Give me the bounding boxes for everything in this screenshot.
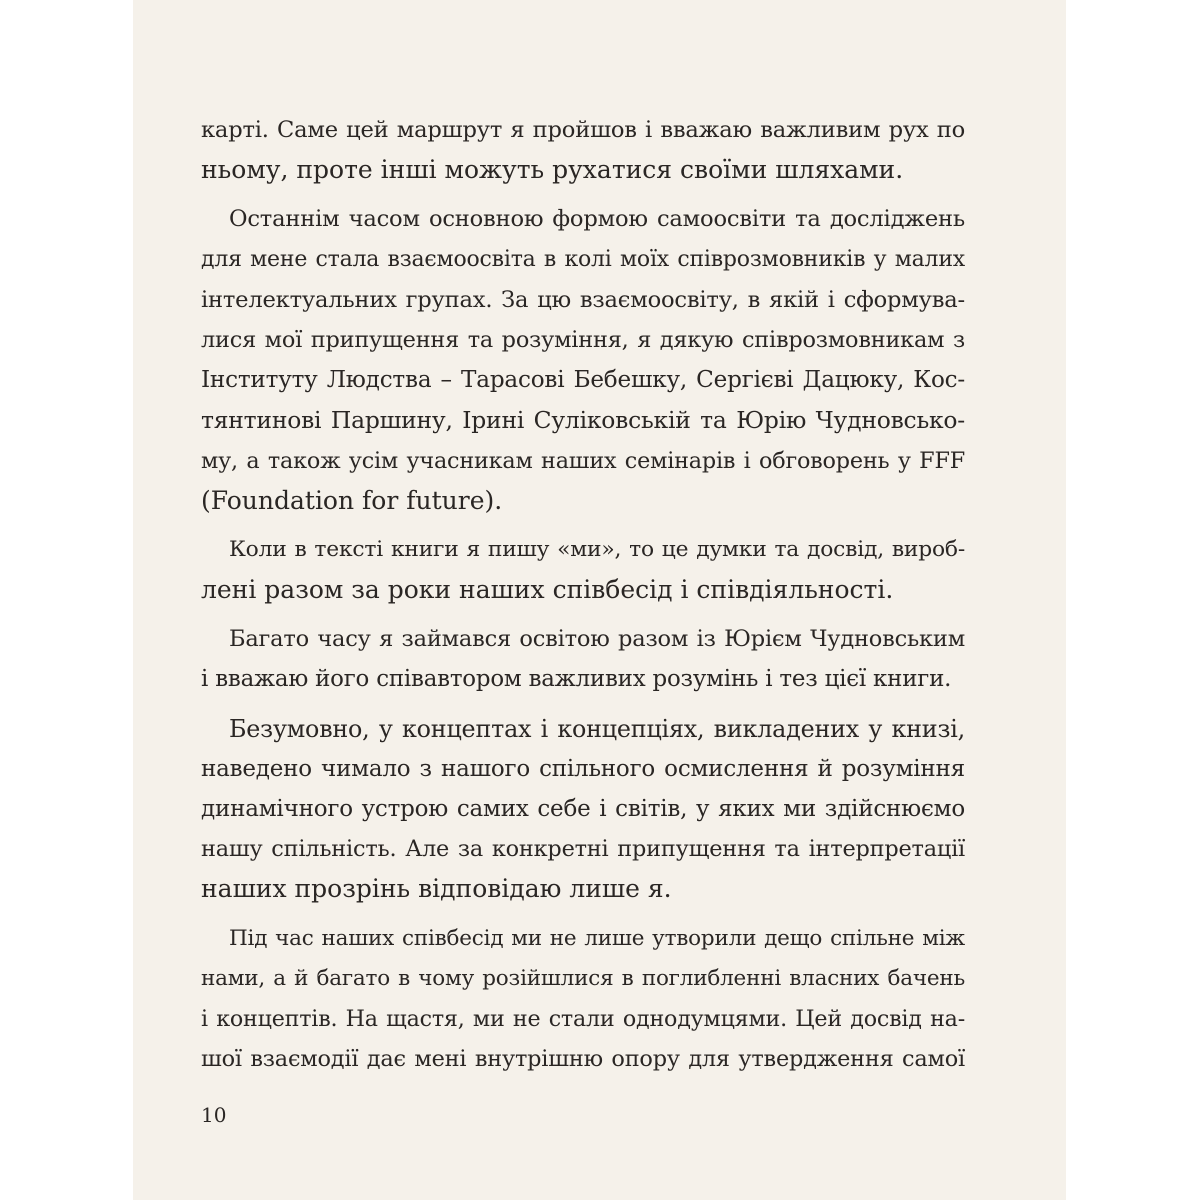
text-line: ньому, проте інші можуть рухатися своїми шляхами. — [201, 155, 904, 185]
body-text — [201, 110, 965, 1079]
text-line: і концептів. На щастя, ми не стали однодумцями. Цей досвід на- — [201, 1005, 965, 1032]
text-line: Коли в тексті книги я пишу «ми», то це думки та досвід, вироб- — [229, 536, 965, 562]
text-line: му, а також усім учасникам наших семінарів і обговорень у FFF — [201, 447, 965, 474]
book-page — [133, 0, 1066, 1200]
text-line: шої взаємодії дає мені внутрішню опору для утвердження самої — [201, 1046, 965, 1073]
text-line: Останнім часом основною формою самоосвіти та досліджень — [229, 206, 965, 233]
text-line: для мене стала взаємоосвіта в колі моїх співрозмовників у малих — [201, 246, 965, 272]
text-line: Безумовно, у концептах і концепціях, викладених у книзі, — [229, 714, 965, 743]
text-line: тянтинові Паршину, Ірині Суліковській та Юрію Чудновсько- — [201, 406, 965, 435]
text-line: нами, а й багато в чому розійшлися в поглибленні власних бачень — [201, 965, 965, 991]
page-number: 10 — [201, 1103, 227, 1127]
text-line: карті. Саме цей маршрут я пройшов і вважаю важливим рух по — [201, 117, 965, 143]
text-line: (Foundation for future). — [201, 485, 503, 515]
text-line: Багато часу я займався освітою разом із Юрієм Чудновським — [229, 626, 965, 653]
text-line: інтелектуальних групах. За цю взаємоосвіту, в якій і сформува- — [201, 286, 965, 313]
text-line: лися мої припущення та розуміння, я дякую співрозмовникам з — [201, 326, 965, 353]
text-line: Під час наших співбесід ми не лише утворили дещо спільне між — [229, 925, 965, 951]
text-line: динамічного устрою самих себе і світів, у яких ми здійснюємо — [201, 796, 965, 822]
text-line: лені разом за роки наших співбесід і співдіяльності. — [201, 575, 894, 605]
text-line: наших прозрінь відповідаю лише я. — [201, 874, 672, 904]
text-line: наведено чимало з нашого спільного осмислення й розуміння — [201, 755, 965, 782]
text-line: і вважаю його співавтором важливих розумінь і тез цієї книги. — [201, 666, 952, 693]
text-line: нашу спільність. Але за конкретні припущення та інтерпретації — [201, 836, 965, 863]
text-line: Інституту Людства – Тарасові Бебешку, Сергієві Дацюку, Кос- — [201, 367, 965, 394]
